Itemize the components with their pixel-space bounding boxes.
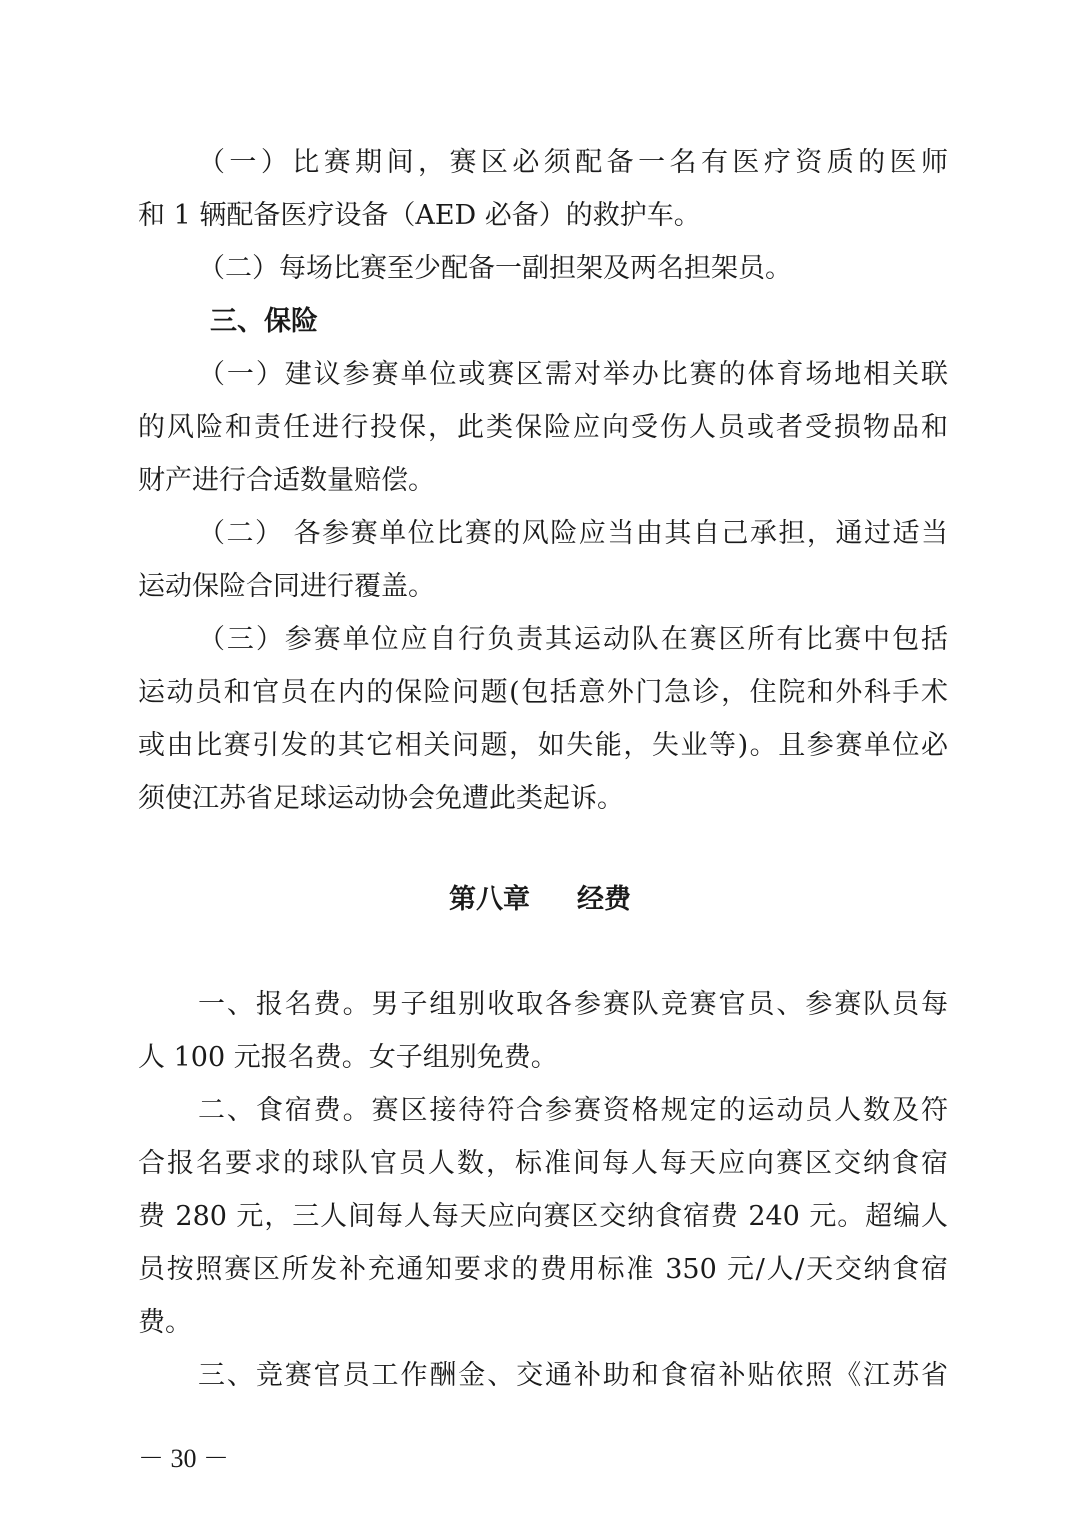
medical-paragraph-1-line-2: 和 1 辆配备医疗设备（AED 必备）的救护车。 xyxy=(138,200,701,231)
fees-paragraph-2-line-1: 二、食宿费。赛区接待符合参赛资格规定的运动员人数及符 xyxy=(198,1095,948,1126)
fees-paragraph-3-line-1: 三、竞赛官员工作酬金、交通补助和食宿补贴依照《江苏省 xyxy=(198,1360,948,1391)
insurance-paragraph-2-line-1: （二） 各参赛单位比赛的风险应当由其自己承担，通过适当 xyxy=(198,518,948,549)
insurance-heading: 三、保险 xyxy=(210,306,318,337)
medical-paragraph-1-line-1: （一）比赛期间，赛区必须配备一名有医疗资质的医师 xyxy=(198,147,948,178)
insurance-paragraph-3-line-2: 运动员和官员在内的保险问题(包括意外门急诊，住院和外科手术 xyxy=(138,677,948,708)
fees-paragraph-1-line-2: 人 100 元报名费。女子组别免费。 xyxy=(138,1042,558,1073)
insurance-paragraph-3-line-1: （三）参赛单位应自行负责其运动队在赛区所有比赛中包括 xyxy=(198,624,948,655)
insurance-paragraph-3-line-3: 或由比赛引发的其它相关问题，如失能，失业等)。且参赛单位必 xyxy=(138,730,948,761)
fees-paragraph-2-line-3: 费 280 元，三人间每人每天应向赛区交纳食宿费 240 元。超编人 xyxy=(138,1201,948,1232)
insurance-paragraph-1-line-1: （一）建议参赛单位或赛区需对举办比赛的体育场地相关联 xyxy=(198,359,948,390)
chapter-title: 第八章 经费 xyxy=(449,884,631,915)
fees-paragraph-2-line-4: 员按照赛区所发补充通知要求的费用标准 350 元/人/天交纳食宿 xyxy=(138,1254,948,1285)
fees-paragraph-1-line-1: 一、报名费。男子组别收取各参赛队竞赛官员、参赛队员每 xyxy=(198,989,948,1020)
insurance-paragraph-1-line-3: 财产进行合适数量赔偿。 xyxy=(138,465,435,496)
fees-paragraph-2-line-2: 合报名要求的球队官员人数，标准间每人每天应向赛区交纳食宿 xyxy=(138,1148,948,1179)
insurance-paragraph-1-line-2: 的风险和责任进行投保，此类保险应向受伤人员或者受损物品和 xyxy=(138,412,948,443)
insurance-paragraph-2-line-2: 运动保险合同进行覆盖。 xyxy=(138,571,435,602)
page-number: － 30 － xyxy=(138,1444,230,1473)
insurance-paragraph-3-line-4: 须使江苏省足球运动协会免遭此类起诉。 xyxy=(138,783,624,814)
medical-paragraph-2-line-1: （二）每场比赛至少配备一副担架及两名担架员。 xyxy=(198,253,792,284)
fees-paragraph-2-line-5: 费。 xyxy=(138,1307,192,1338)
